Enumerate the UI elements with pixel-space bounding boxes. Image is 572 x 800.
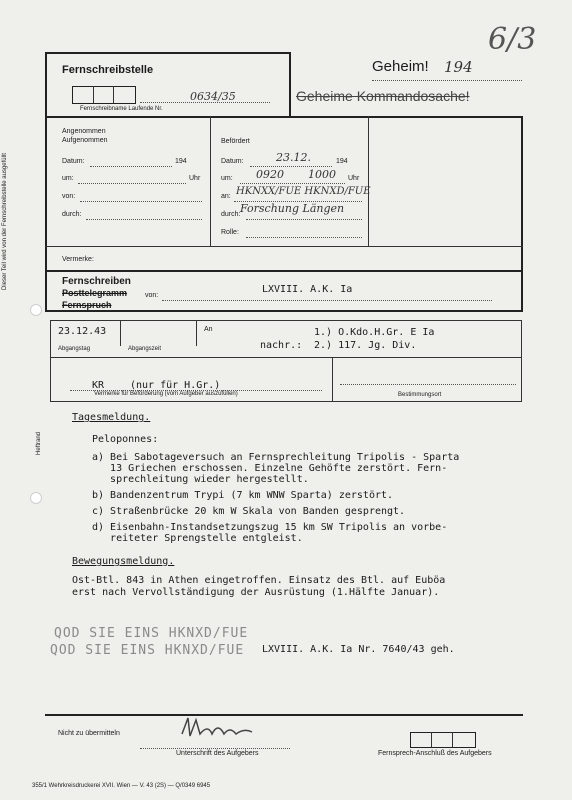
cancelled-secret: Geheime Kommandosache!	[296, 88, 470, 104]
body-line-1: a) Bei Sabotageversuch an Fernsprechleitung Tripolis - Sparta	[92, 452, 460, 463]
body-line-6: d) Eisenbahn-Instandsetzungszug 15 km SW Tripolis an vorbe-	[92, 522, 448, 533]
type-telex: Fernschreiben	[62, 276, 131, 287]
body-line-4: b) Bandenzentrum Trypi (7 km WNW Sparta) zerstört.	[92, 490, 394, 501]
punch-hole-bottom	[30, 492, 42, 504]
received-title-2: Aufgenommen	[62, 137, 108, 144]
received-title-1: Angenommen	[62, 128, 106, 135]
body-line-7: reiteter Sprengstelle entgleist.	[92, 533, 303, 544]
signature-scribble	[178, 714, 258, 744]
received-by-label: durch:	[62, 211, 82, 218]
body-line-2: 13 Griechen erschossen. Einzelne Gehöfte zerstört. Fern-	[92, 463, 448, 474]
body-region: Peloponnes:	[92, 434, 159, 445]
received-time-label: um:	[62, 175, 74, 182]
received-from-label: von:	[62, 193, 76, 200]
forwarded-time-2: 1000	[308, 168, 336, 181]
ref-handwritten: 0634/35	[190, 90, 236, 103]
page-mark: 6/3	[488, 22, 537, 57]
form-left-border	[45, 52, 47, 312]
secret-number: 194	[444, 58, 473, 76]
signature	[178, 714, 258, 749]
office-title: Fernschreibstelle	[62, 64, 154, 76]
destination-label: Bestimmungsort	[398, 392, 442, 398]
movement-line-2: erst nach Vervollständigung der Ausrüstung (1.Hälfte Januar).	[72, 587, 440, 598]
addressee-2: 2.) 117. Jg. Div.	[314, 340, 417, 351]
ref-caption: Fernschreibname Laufende Nr.	[80, 106, 163, 112]
routing-kr: KR	[92, 380, 105, 391]
telegram-form: 6/3 Dieser Teil wird von der Fernschreibstelle ausgefüllt Heftrand Fernschreibstelle 0634/35 Fernschreibname Laufende Nr. Geheim! 194 Geheime Kommandosache! Angenommen Aufgenommen Datum: 194 um: Uhr von: durch: Befördert Datum: 23.12. 194 um: 0920 1000 Uhr an: HKNXX/FUE HKNXD/FUE durch: Forschung Längen Rolle: Vermerke: Fernschreiben Posttelegramm Fernspruch von: LXVIII. A.K. Ia 23.12.43 Abgangstag Abgangszeit An 1.) O.Kdo.H.Gr. E Ia nachr.: 2.) 117. Jg. Div. KR (nur für H.Gr.) Vermerke für Beförderung (vom Aufgeber auszufüllen) Bestimmungsort Tagesmeldung. Peloponnes: a) Bei Sabotageversuch an Fernsprechleitung Tripolis - Sparta 13 Griechen erschossen. Einzelne Gehöfte zerstört. Fern- sprechleitung wieder hergestellt. b) Bandenzentrum Trypi (7 km WNW Sparta) zerstört. c) Straßenbrücke 20 km W Skala von Banden gesprengt. d) Eisenbahn-Instandsetzungszug 15 km SW Tripolis an vorbe- reiteter Sprengstelle entgleist. Bewegungsmeldung. Ost-Btl. 843 in Athen eingetroffen. Einsatz des Btl. auf Euböa erst nach Vervollständigung der Ausrüstung (1.Hälfte Januar). QOD SIE EINS HKNXD/FUE QOD SIE EINS HKNXD/FUE LXVIII. A.K. Ia Nr. 7640/43 geh. Nicht zu übermitteln Unterschrift des Aufgebers Fernsprech-Anschluß des Aufgebers 355/1 Wehrkreisdruckerei XVII. Wien — V. 43 (2S) — Q/0349 6945	[0, 0, 572, 800]
type-telegram: Posttelegramm	[62, 288, 128, 298]
punch-hole-top	[30, 304, 42, 316]
body-line-5: c) Straßenbrücke 20 km W Skala von Banden gesprengt.	[92, 506, 406, 517]
type-phone: Fernspruch	[62, 300, 112, 310]
routing-caption: Vermerke für Beförderung (vom Aufgeber auszufüllen)	[94, 391, 238, 397]
body-line-3: sprechleitung wieder hergestellt.	[92, 474, 309, 485]
signature-caption: Unterschrift des Aufgebers	[176, 750, 259, 757]
forwarded-to: HKNXX/FUE HKNXD/FUE	[236, 186, 371, 197]
forwarded-by: Forschung Längen	[240, 202, 345, 215]
message-reference: LXVIII. A.K. Ia Nr. 7640/43 geh.	[262, 644, 455, 655]
secret-label: Geheim!	[372, 58, 429, 75]
forwarded-title: Befördert	[221, 138, 250, 145]
forwarded-time-1: 0920	[256, 168, 284, 181]
forwarded-date: 23.12.	[276, 151, 311, 164]
remarks-label: Vermerke:	[62, 256, 94, 263]
body-heading: Tagesmeldung.	[72, 412, 151, 423]
received-date-label: Datum:	[62, 158, 85, 165]
receipt-stamp-2: QOD SIE EINS HKNXD/FUE	[50, 643, 245, 658]
movement-line-1: Ost-Btl. 843 in Athen eingetroffen. Einsatz des Btl. auf Euböa	[72, 575, 446, 586]
phone-boxes	[410, 732, 476, 748]
margin-label: Heftrand	[36, 431, 42, 455]
sender-unit: LXVIII. A.K. Ia	[262, 284, 353, 295]
ref-boxes	[72, 86, 136, 104]
printer-imprint: 355/1 Wehrkreisdruckerei XVII. Wien — V. 43 (2S) — Q/0349 6945	[32, 783, 211, 789]
side-note: Dieser Teil wird von der Fernschreibstelle ausgefüllt	[2, 153, 8, 290]
movement-heading: Bewegungsmeldung.	[72, 556, 175, 567]
receipt-stamp-1: QOD SIE EINS HKNXD/FUE	[54, 626, 249, 641]
phone-caption: Fernsprech-Anschluß des Aufgebers	[378, 750, 492, 757]
not-transmit-label: Nicht zu übermitteln	[58, 730, 120, 737]
addressee-1: 1.) O.Kdo.H.Gr. E Ia	[314, 327, 435, 338]
dispatch-date: 23.12.43	[58, 326, 107, 337]
